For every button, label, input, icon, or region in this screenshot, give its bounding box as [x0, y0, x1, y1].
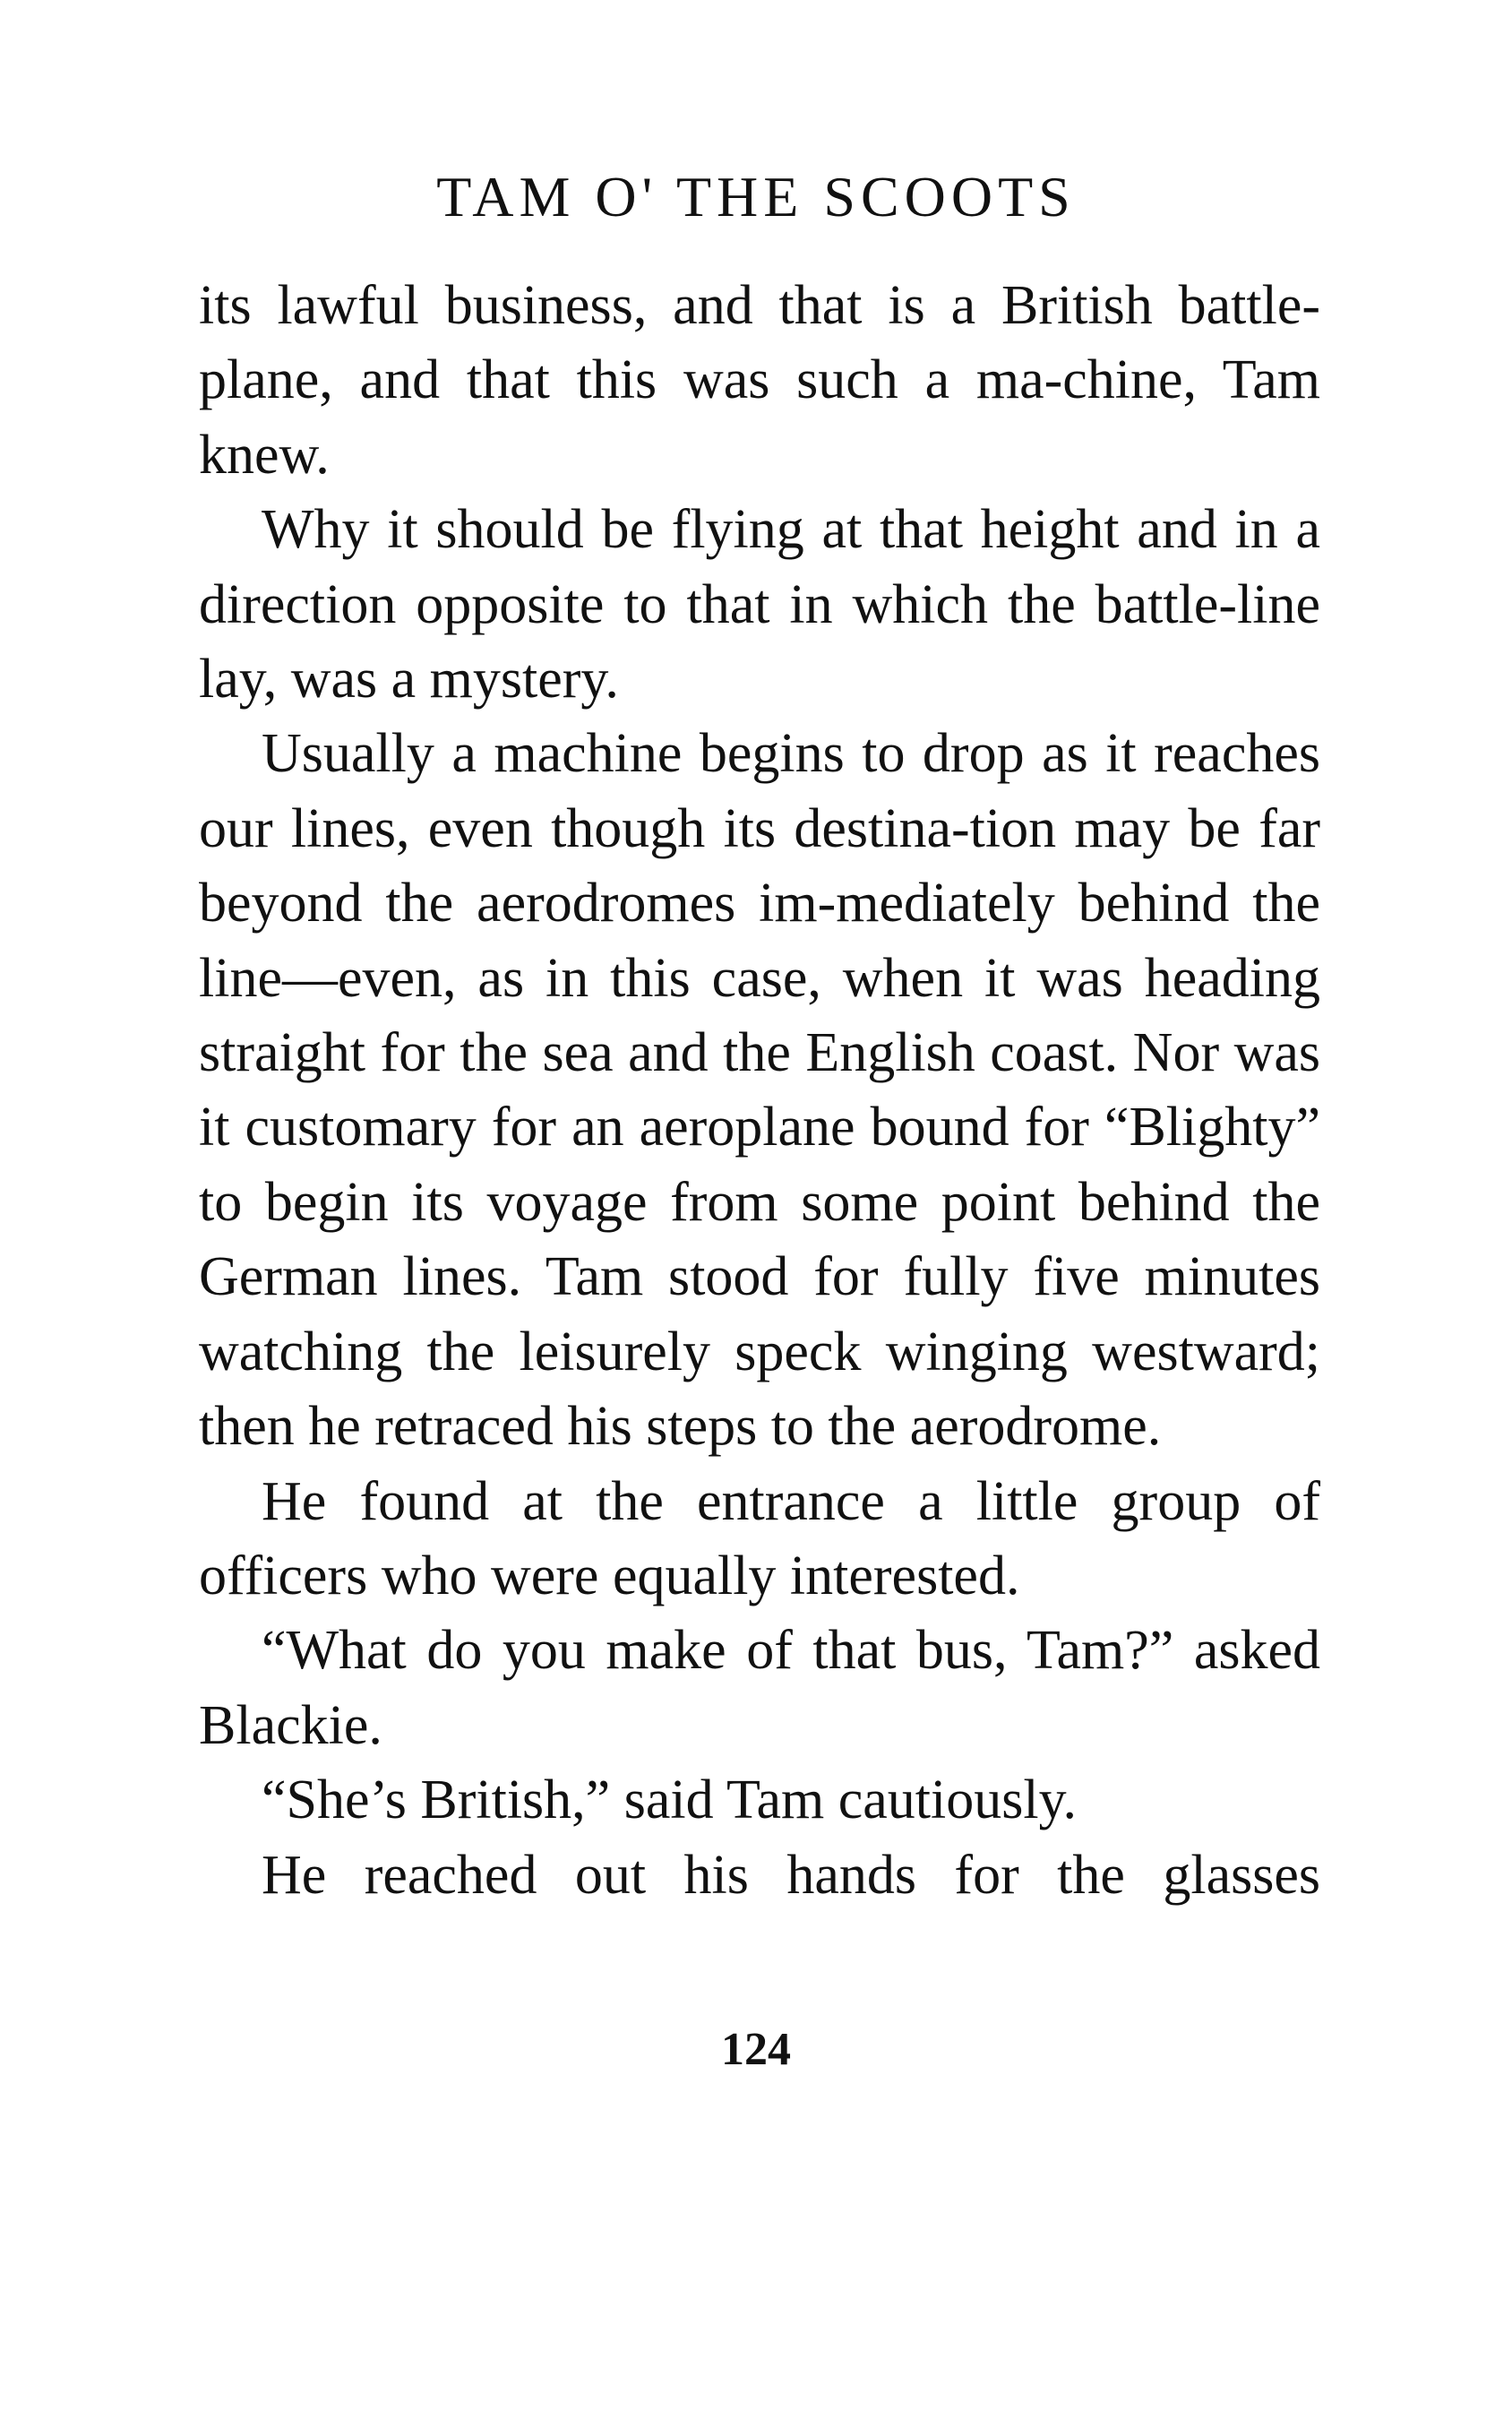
page-number: 124 — [721, 2024, 791, 2075]
paragraph: “What do you make of that bus, Tam?” asked Blackie. — [199, 1620, 1320, 1756]
paragraph: “She’s British,” said Tam cautiously. — [262, 1770, 1078, 1831]
paragraph: Why it should be flying at that height and in a direction opposite to that in which the battle-line lay, was a mystery. — [199, 499, 1320, 710]
paragraph-continues: He reached out his hands for the glasses — [262, 1844, 1320, 1906]
paragraph: Usually a machine begins to drop as it reaches our lines, even though its destina-tion may be far beyond the aerodromes im-mediately behind the line—even, as in this case, when it was heading straight for the sea and the English coast. Nor was it customary for an aeroplane bound for “Blighty” to begin its voyage from some point behind the German lines. Tam stood for fully five minutes watching the leisurely speck winging westward; then he retraced his steps to the aerodrome. — [199, 723, 1320, 1458]
running-head: TAM O' THE SCOOTS — [436, 165, 1076, 228]
paragraph-continued: its lawful business, and that is a British battle-plane, and that this was such a ma-chine, Tam knew. — [199, 275, 1320, 486]
body-text — [199, 269, 1320, 1913]
paragraph: He found at the entrance a little group of officers who were equally interested. — [199, 1470, 1320, 1606]
